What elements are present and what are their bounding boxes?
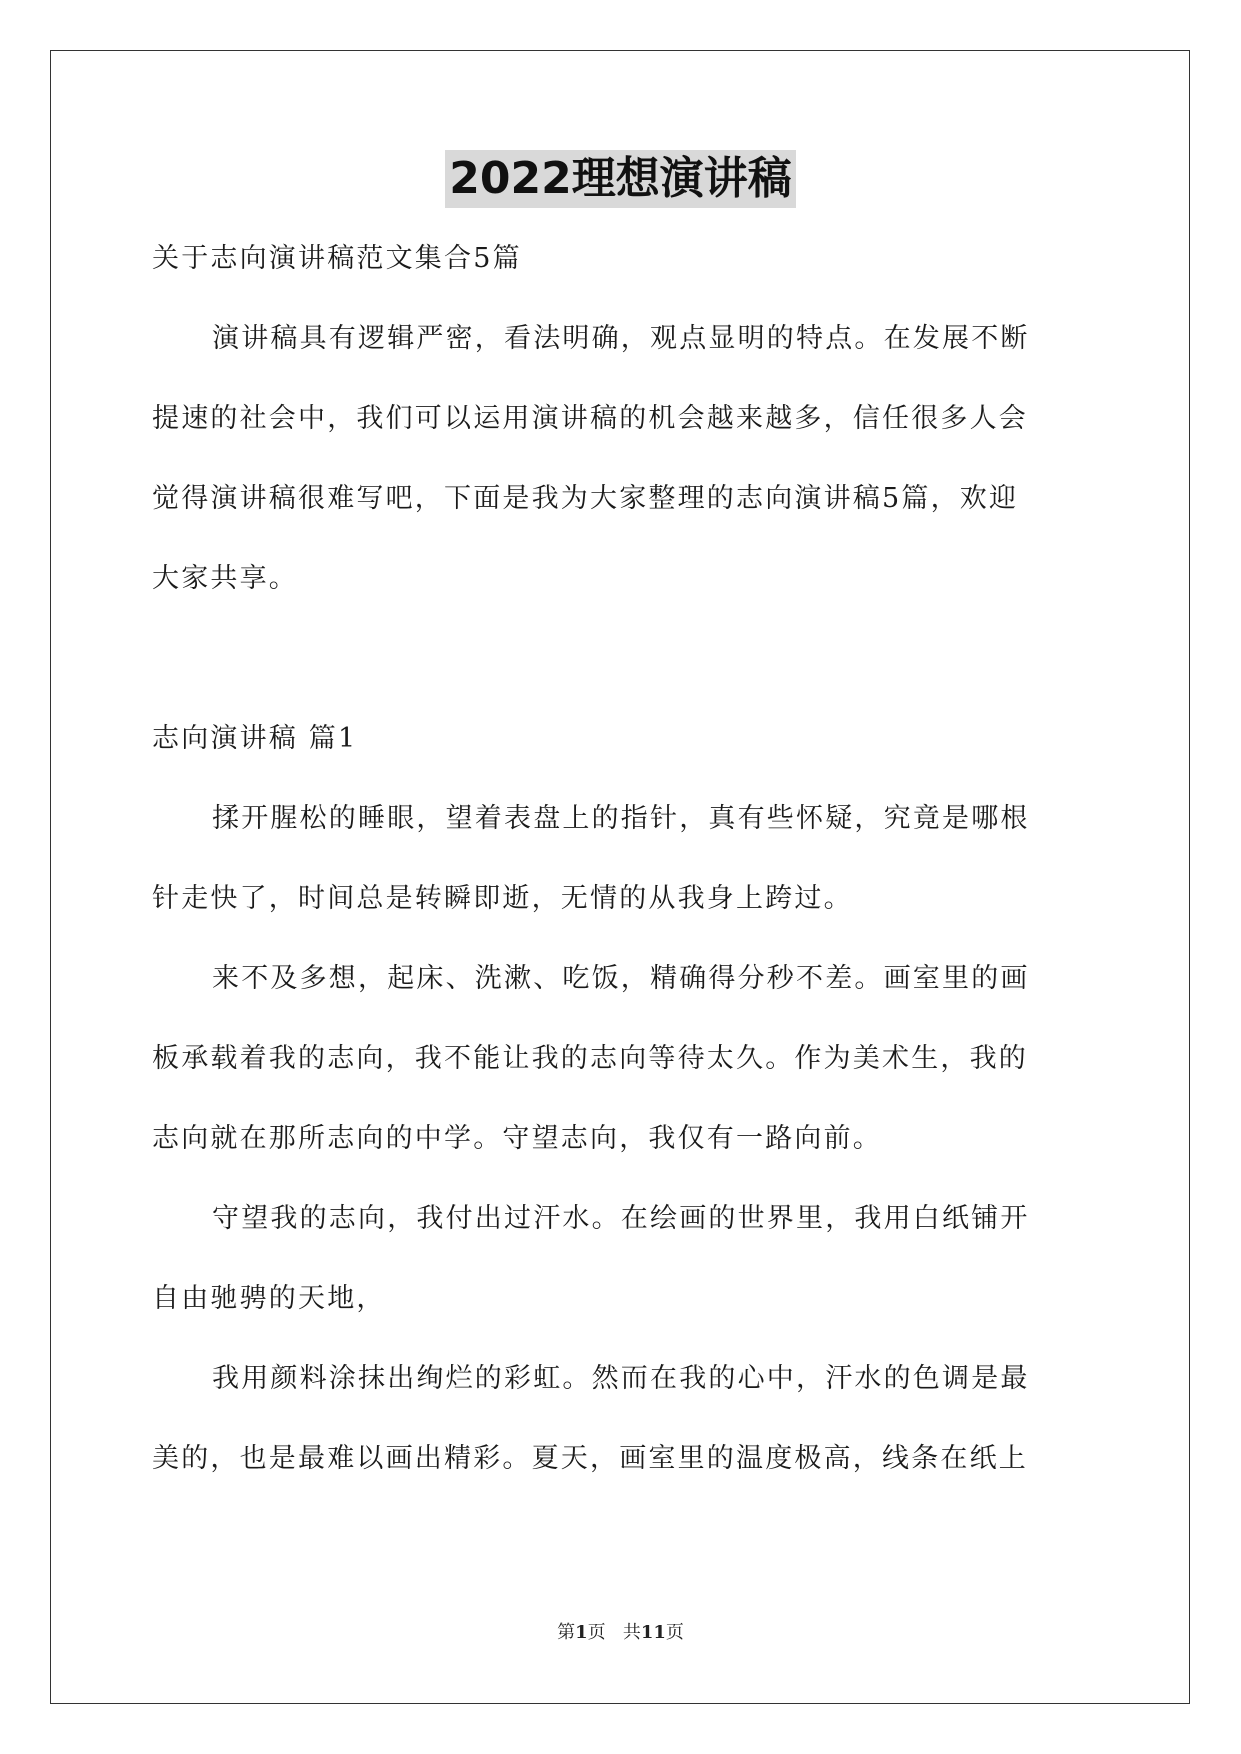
footer-page-number: 1 (575, 1622, 588, 1643)
footer-total-prefix: 共 (622, 1622, 641, 1643)
page-footer (0, 1618, 1241, 1644)
paragraph-line: 我用颜料涂抹出绚烂的彩虹。然而在我的心中，汗水的色调是最 (212, 1363, 1030, 1394)
paragraph-line: 自由驰骋的天地， (152, 1283, 386, 1314)
section-heading: 志向演讲稿 篇1 (152, 723, 358, 754)
footer-total-suffix: 页 (665, 1622, 684, 1643)
paragraph-line: 揉开腥松的睡眼，望着表盘上的指针，真有些怀疑，究竟是哪根 (212, 803, 1030, 834)
intro-paragraph-line: 大家共享。 (152, 563, 298, 594)
paragraph-line: 美的，也是最难以画出精彩。夏天，画室里的温度极高，线条在纸上 (152, 1443, 1028, 1474)
footer-total-pages: 11 (640, 1622, 666, 1643)
footer-prefix: 第 (557, 1622, 576, 1643)
footer-page-suffix: 页 (587, 1622, 606, 1643)
paragraph-line: 来不及多想，起床、洗漱、吃饭，精确得分秒不差。画室里的画 (212, 963, 1030, 994)
paragraph-line: 守望我的志向，我付出过汗水。在绘画的世界里，我用白纸铺开 (212, 1203, 1030, 1234)
paragraph-line: 板承载着我的志向，我不能让我的志向等待太久。作为美术生，我的 (152, 1043, 1028, 1074)
document-title: 2022理想演讲稿 (445, 150, 795, 208)
title-container (0, 150, 1241, 208)
document-subtitle: 关于志向演讲稿范文集合5篇 (152, 243, 522, 274)
intro-paragraph-line: 觉得演讲稿很难写吧，下面是我为大家整理的志向演讲稿5篇，欢迎 (152, 483, 1019, 514)
intro-paragraph-line: 演讲稿具有逻辑严密，看法明确，观点显明的特点。在发展不断 (212, 323, 1030, 354)
document-body (152, 236, 1092, 1516)
intro-paragraph-line: 提速的社会中，我们可以运用演讲稿的机会越来越多，信任很多人会 (152, 403, 1028, 434)
paragraph-line: 志向就在那所志向的中学。守望志向，我仅有一路向前。 (152, 1123, 882, 1154)
blank-line (152, 636, 1092, 716)
paragraph-line: 针走快了，时间总是转瞬即逝，无情的从我身上跨过。 (152, 883, 853, 914)
